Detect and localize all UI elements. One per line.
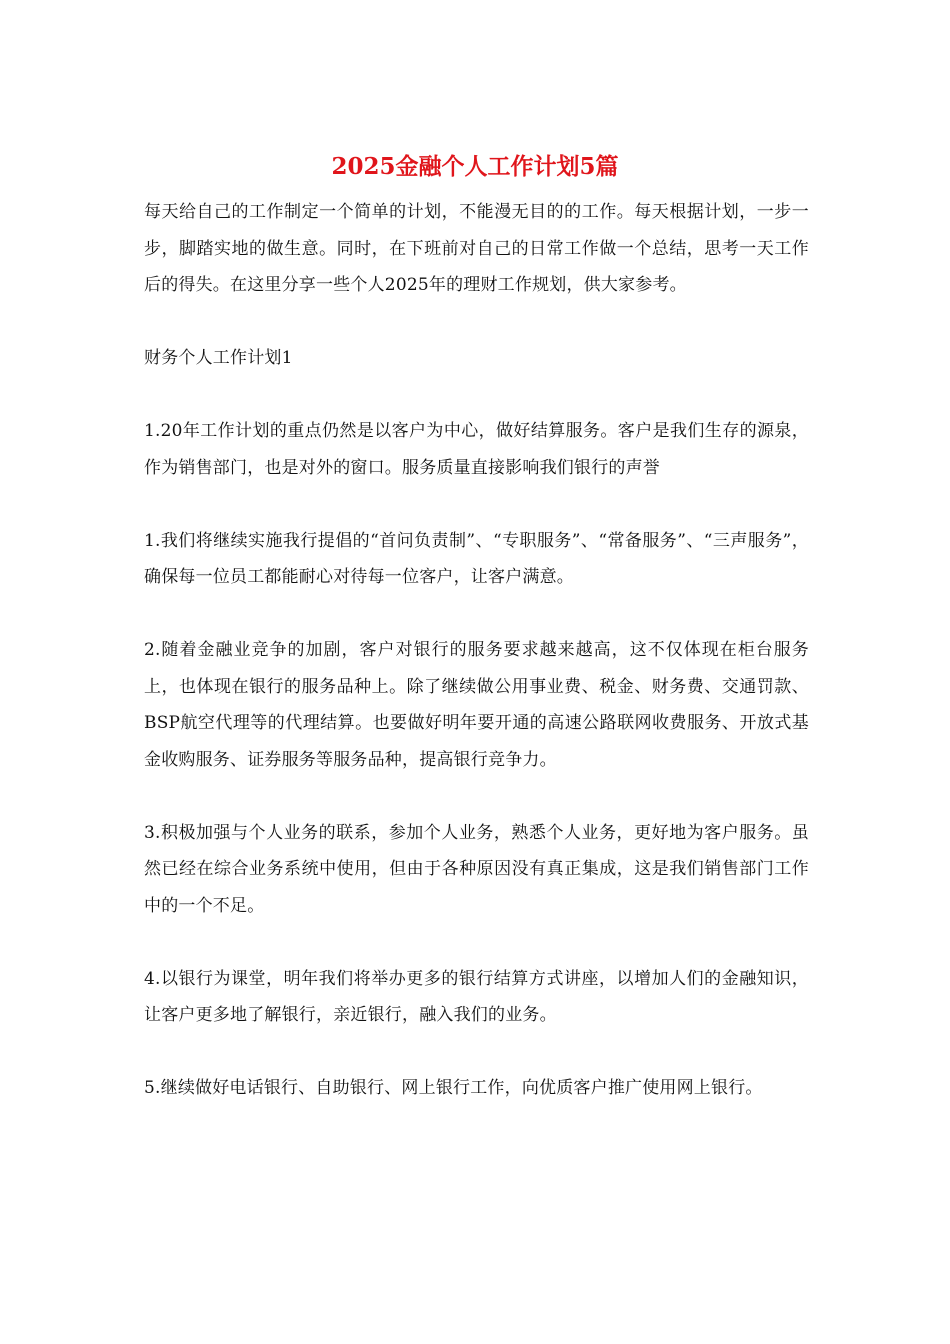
plan-focus-paragraph: 1.20年工作计划的重点仍然是以客户为中心，做好结算服务。客户是我们生存的源泉，作为销售部门，也是对外的窗口。服务质量直接影响我们银行的声誉 bbox=[144, 421, 809, 478]
document-body bbox=[144, 194, 809, 1143]
plan-item-1: 1.我们将继续实施我行提倡的“首问负责制”、“专职服务”、“常备服务”、“三声服务”，确保每一位员工都能耐心对待每一位客户，让客户满意。 bbox=[144, 530, 809, 587]
plan-item-3: 3.积极加强与个人业务的联系，参加个人业务，熟悉个人业务，更好地为客户服务。虽然已经在综合业务系统中使用，但由于各种原因没有真正集成，这是我们销售部门工作中的一个不足。 bbox=[144, 822, 809, 916]
plan-item-4: 4.以银行为课堂，明年我们将举办更多的银行结算方式讲座，以增加人们的金融知识，让客户更多地了解银行，亲近银行，融入我们的业务。 bbox=[144, 968, 809, 1025]
intro-paragraph: 每天给自己的工作制定一个简单的计划，不能漫无目的的工作。每天根据计划，一步一步，脚踏实地的做生意。同时，在下班前对自己的日常工作做一个总结，思考一天工作后的得失。在这里分享一些个人2025年的理财工作规划，供大家参考。 bbox=[144, 202, 809, 295]
section-heading: 财务个人工作计划1 bbox=[144, 348, 293, 368]
plan-item-2: 2.随着金融业竞争的加剧，客户对银行的服务要求越来越高，这不仅体现在柜台服务上，也体现在银行的服务品种上。除了继续做公用事业费、税金、财务费、交通罚款、BSP航空代理等的代理结算。也要做好明年要开通的高速公路联网收费服务、开放式基金收购服务、证券服务等服务品种，提高银行竞争力。 bbox=[144, 640, 809, 770]
plan-item-5: 5.继续做好电话银行、自助银行、网上银行工作，向优质客户推广使用网上银行。 bbox=[144, 1078, 763, 1098]
document-title: 2025金融个人工作计划5篇 bbox=[331, 153, 619, 180]
